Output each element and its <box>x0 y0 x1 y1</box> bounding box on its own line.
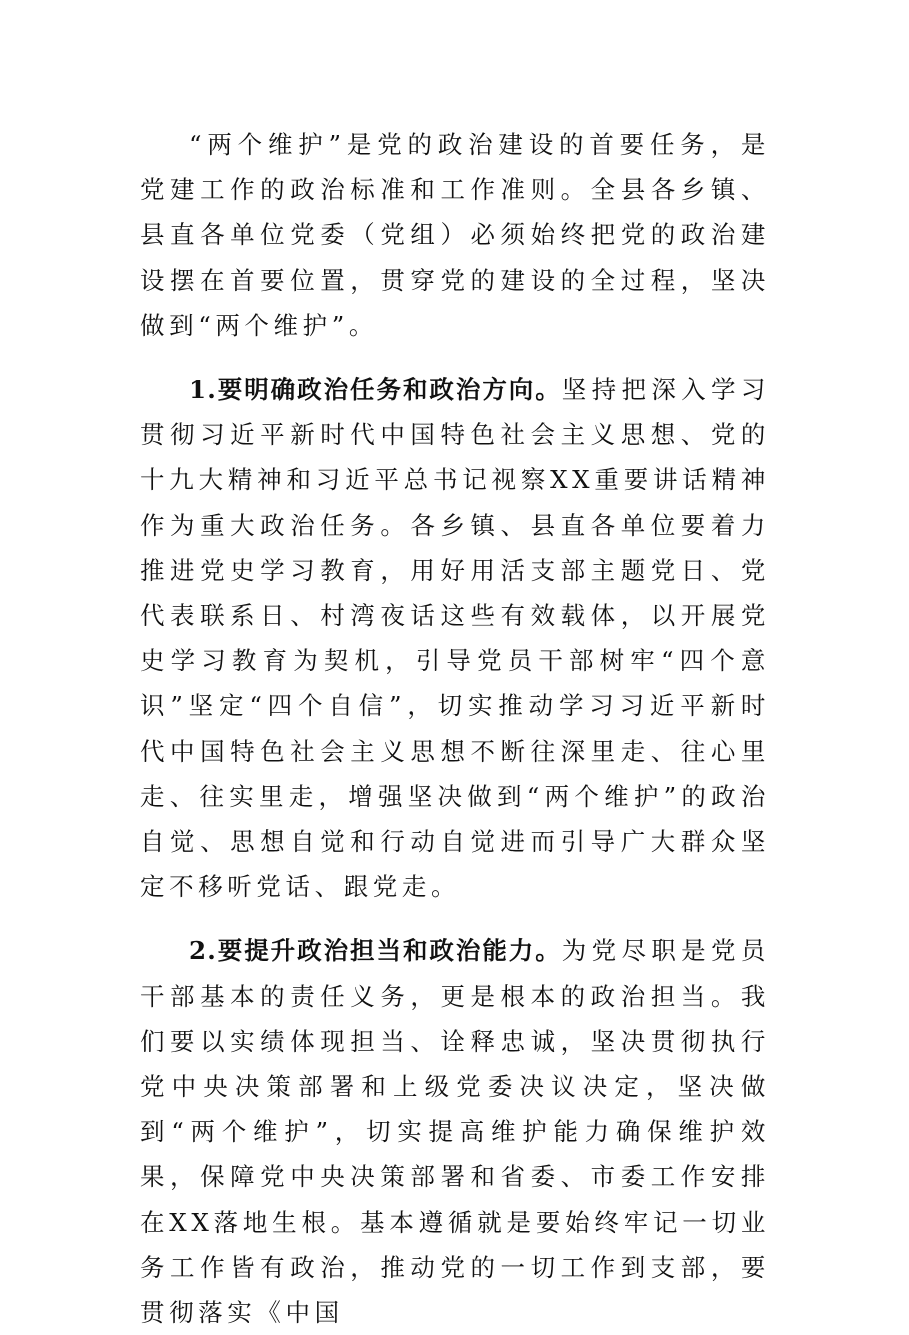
paragraph-1-text: “两个维护”是党的政治建设的首要任务，是党建工作的政治标准和工作准则。全县各乡镇、县直各单位党委（党组）必须始终把党的政治建设摆在首要位置，贯穿党的建设的全过程，坚决做到“两个维护”。 <box>140 130 770 340</box>
document-body <box>140 122 770 1335</box>
paragraph-3-text: 为党尽职是党员干部基本的责任义务，更是根本的政治担当。我们要以实绩体现担当、诠释忠诚，坚决贯彻执行党中央决策部署和上级党委决议决定，坚决做到“两个维护”，切实提高维护能力确保维护效果，保障党中央决策部署和省委、市委工作安排在XX落地生根。基本遵循就是要始终牢记一切业务工作皆有政治，推动党的一切工作到支部，要贯彻落实《中国 <box>140 936 770 1328</box>
paragraph-2-text: 坚持把深入学习贯彻习近平新时代中国特色社会主义思想、党的十九大精神和习近平总书记视察XX重要讲话精神作为重大政治任务。各乡镇、县直各单位要着力推进党史学习教育，用好用活支部主题党日、党代表联系日、村湾夜话这些有效载体，以开展党史学习教育为契机，引导党员干部树牢“四个意识”坚定“四个自信”，切实推动学习习近平新时代中国特色社会主义思想不断往深里走、往心里走、往实里走，增强坚决做到“两个维护”的政治自觉、思想自觉和行动自觉进而引导广大群众坚定不移听党话、跟党走。 <box>140 375 770 902</box>
paragraph-2-heading: 1.要明确政治任务和政治方向。 <box>189 375 562 405</box>
paragraph-1 <box>140 122 770 348</box>
paragraph-2 <box>140 367 770 909</box>
paragraph-3-heading: 2.要提升政治担当和政治能力。 <box>189 936 562 966</box>
paragraph-3 <box>140 928 770 1335</box>
